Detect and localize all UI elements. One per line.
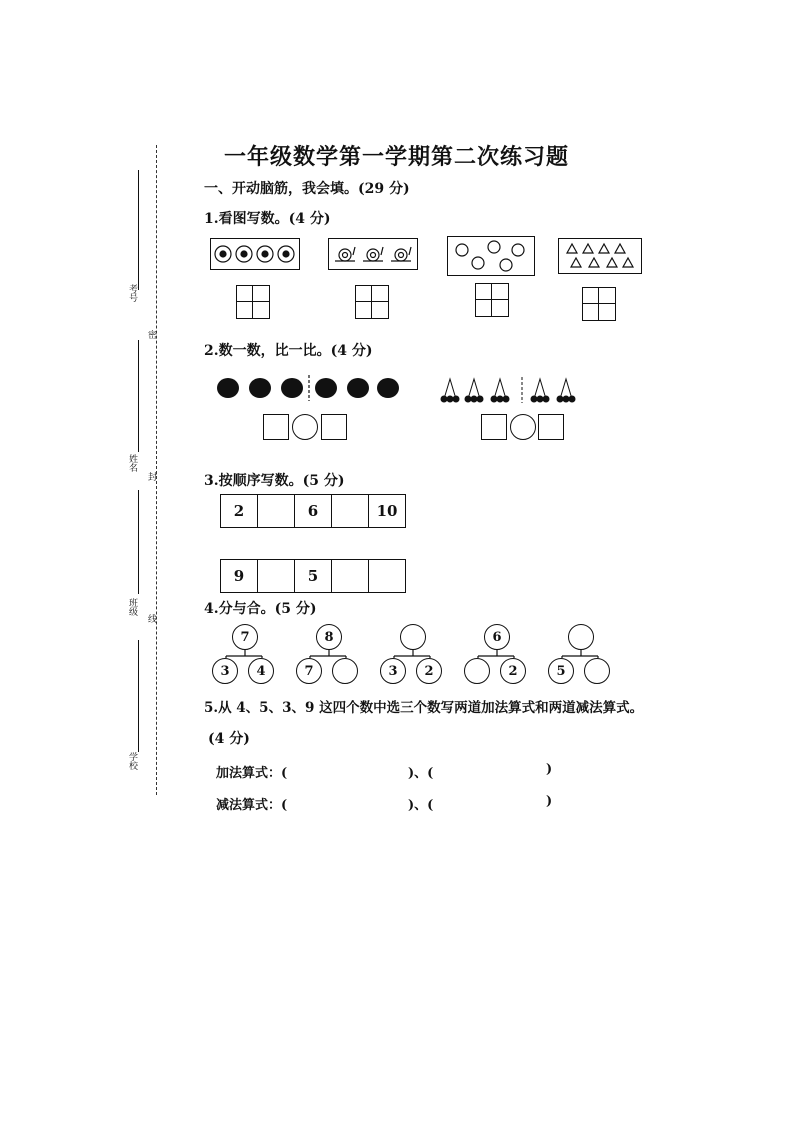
bond-whole-circle: 7 xyxy=(232,624,258,650)
q3-r1-cell: 10 xyxy=(376,502,398,520)
q3-r2-cell: 9 xyxy=(221,560,258,592)
q3-r2-cell[interactable] xyxy=(369,560,405,592)
name-underline xyxy=(138,340,139,452)
snail-picture xyxy=(328,238,418,270)
bond-whole-circle: 6 xyxy=(484,624,510,650)
q3-r2-cell[interactable] xyxy=(258,560,295,592)
seal-char-2: 封 xyxy=(148,473,158,483)
sub-end: ) xyxy=(546,794,553,809)
exam-no-label: 考号 xyxy=(127,284,137,302)
q2-right-circle[interactable] xyxy=(510,414,536,440)
bond-part-circle-right: 4 xyxy=(248,658,274,684)
bond-part-circle-right[interactable] xyxy=(332,658,358,684)
number-bond-tree xyxy=(548,624,614,684)
flower-picture xyxy=(210,238,300,270)
sub-mid: )、( xyxy=(408,798,434,813)
q2-right-box-2[interactable] xyxy=(538,414,564,440)
bond-part-circle-right: 2 xyxy=(500,658,526,684)
school-label: 学校 xyxy=(127,752,137,770)
seal-char-3: 线 xyxy=(148,615,158,625)
q1-label: 1.看图写数。(4 分) xyxy=(204,211,331,227)
q1-answer-box-2[interactable] xyxy=(355,285,389,319)
class-underline xyxy=(138,490,139,594)
tomato-icon xyxy=(212,373,402,403)
q2-left-box-2[interactable] xyxy=(321,414,347,440)
q2-right-box-1[interactable] xyxy=(481,414,507,440)
q3-sequence-row-2 xyxy=(220,559,406,593)
q5-label: 5.从 4、5、3、9 这四个数中选三个数写两道加法算式和两道减法算式。 xyxy=(204,700,644,716)
bond-part-circle-right: 2 xyxy=(416,658,442,684)
snail-icon xyxy=(329,239,417,269)
add-label: 加法算式：( xyxy=(216,766,288,781)
bond-part-circle-left: 3 xyxy=(380,658,406,684)
q3-r1-cell[interactable] xyxy=(332,495,369,527)
q3-label: 3.按顺序写数。(5 分) xyxy=(204,473,345,489)
q1-answer-box-1[interactable] xyxy=(236,285,270,319)
q2-left-circle[interactable] xyxy=(292,414,318,440)
bond-part-circle-left: 5 xyxy=(548,658,574,684)
add-end: ) xyxy=(546,762,553,777)
number-bond-tree xyxy=(296,624,362,684)
apple-picture xyxy=(447,236,535,276)
add-mid: )、( xyxy=(408,766,434,781)
class-label: 班级 xyxy=(127,598,137,616)
q1-answer-box-3[interactable] xyxy=(475,283,509,317)
q5-score: (4 分) xyxy=(208,731,250,747)
seal-char-1: 密 xyxy=(148,331,158,341)
cherry-icon xyxy=(438,375,588,405)
bond-whole-circle: 8 xyxy=(316,624,342,650)
bond-part-circle-left: 3 xyxy=(212,658,238,684)
exam-no-underline xyxy=(138,170,139,290)
flower-icon xyxy=(211,239,299,269)
bond-part-circle-right[interactable] xyxy=(584,658,610,684)
sub-label: 减法算式：( xyxy=(216,798,288,813)
q3-r1-cell[interactable] xyxy=(258,495,295,527)
name-label: 姓名 xyxy=(127,454,137,472)
triangle-icon xyxy=(559,239,641,273)
bond-whole-circle[interactable] xyxy=(400,624,426,650)
section-1-heading: 一、开动脑筋，我会填。(29 分) xyxy=(204,181,410,197)
q3-r2-cell[interactable] xyxy=(332,560,369,592)
bond-whole-circle[interactable] xyxy=(568,624,594,650)
bond-part-circle-left: 7 xyxy=(296,658,322,684)
number-bond-tree xyxy=(464,624,530,684)
q3-r2-cell: 5 xyxy=(295,560,332,592)
number-bond-tree xyxy=(212,624,278,684)
q3-r1-cell: 2 xyxy=(221,495,258,527)
q3-sequence-row-1 xyxy=(220,494,406,528)
q2-left-box-1[interactable] xyxy=(263,414,289,440)
number-bond-tree xyxy=(380,624,446,684)
page-title: 一年级数学第一学期第二次练习题 xyxy=(223,144,569,170)
q1-answer-box-4[interactable] xyxy=(582,287,616,321)
q2-label: 2.数一数，比一比。(4 分) xyxy=(204,343,373,359)
apple-icon xyxy=(448,237,534,275)
q4-label: 4.分与合。(5 分) xyxy=(204,601,317,617)
bond-part-circle-left[interactable] xyxy=(464,658,490,684)
triangle-picture xyxy=(558,238,642,274)
q3-r1-cell: 6 xyxy=(295,495,332,527)
school-underline xyxy=(138,640,139,752)
